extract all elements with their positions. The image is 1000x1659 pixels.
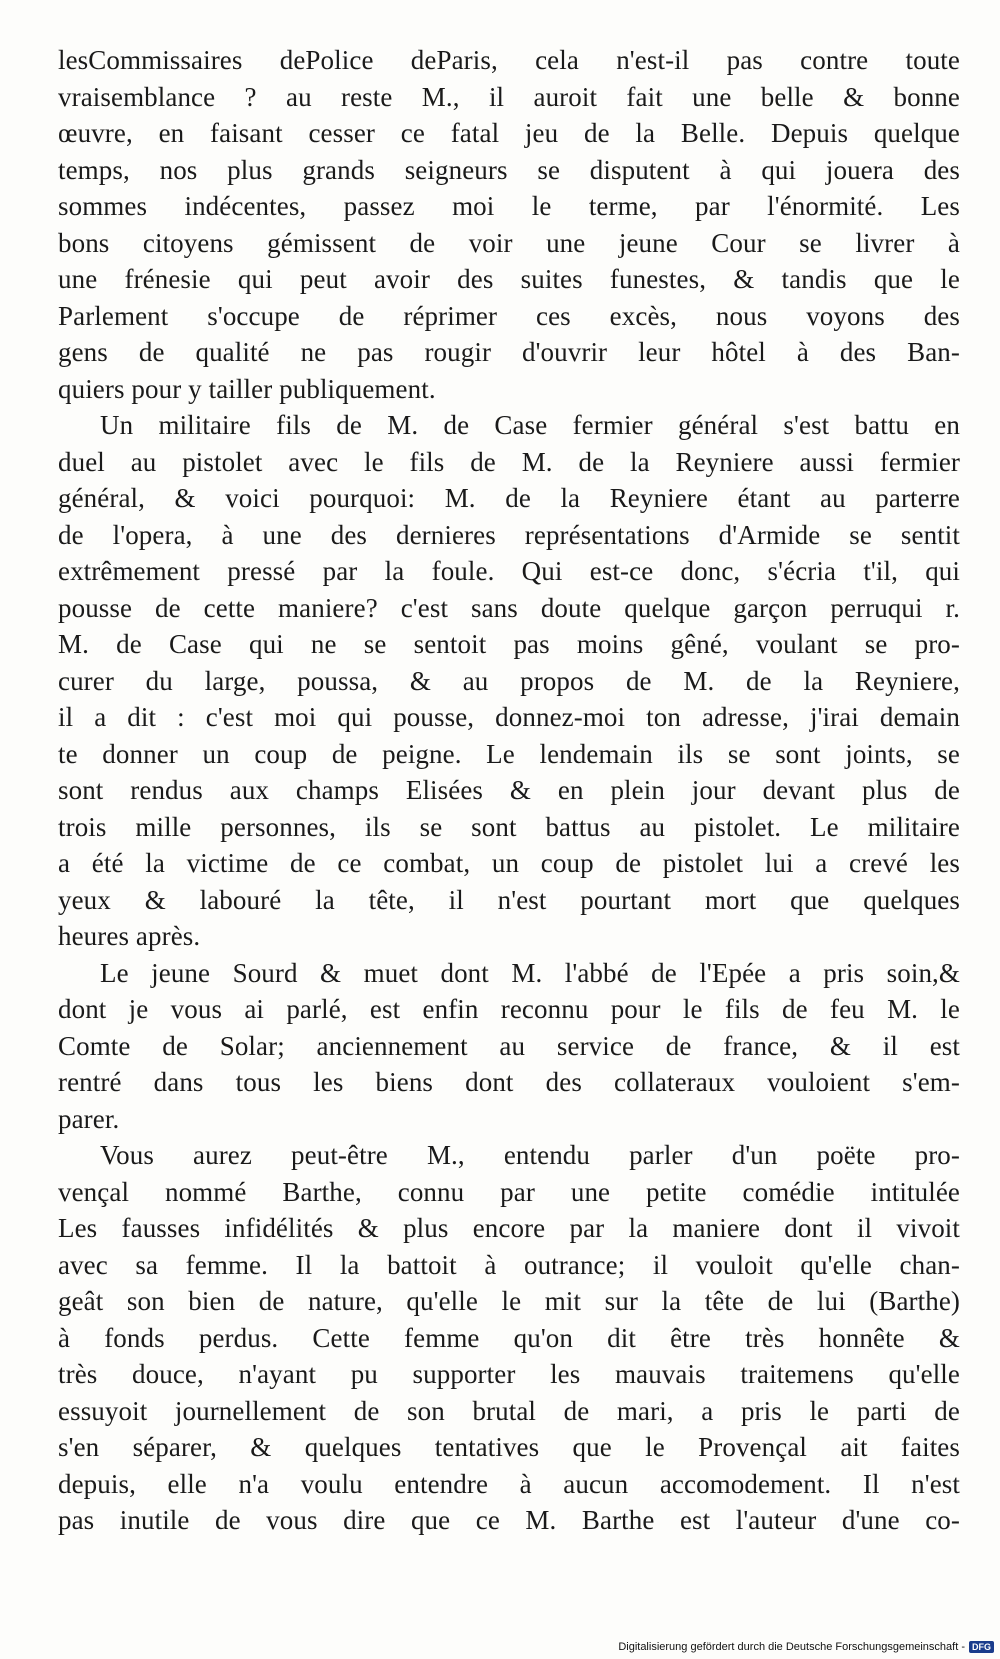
text-line: Comte de Solar; anciennement au service de france, & il est <box>58 1030 960 1061</box>
text-line: rentré dans tous les biens dont des collateraux vouloient s'em- <box>58 1067 960 1097</box>
text-line: pousse de cette maniere? c'est sans doute quelque garçon perruqui r. <box>58 592 960 623</box>
text-line: dont je vous ai parlé, est enfin reconnu pour le fils de feu M. le <box>58 994 960 1024</box>
text-line: pas inutile de vous dire que ce M. Barthe est l'auteur d'une co- <box>58 1505 960 1535</box>
text-line: sommes indécentes, passez moi le terme, par l'énormité. Les <box>58 191 960 221</box>
text-line: a été la victime de ce combat, un coup de pistolet lui a crevé les <box>58 848 960 878</box>
text-line: yeux & labouré la tête, il n'est pourtant mort que quelques <box>58 884 960 915</box>
text-line: avec sa femme. Il la battoit à outrance; il vouloit qu'elle chan- <box>58 1249 960 1280</box>
body-text <box>58 42 960 1539</box>
text-line: parer. <box>58 1103 120 1134</box>
dfg-logo: DFG <box>969 1641 994 1653</box>
text-line: M. de Case qui ne se sentoit pas moins gêné, voulant se pro- <box>58 629 960 659</box>
text-line: Vous aurez peut-être M., entendu parler d'un poëte pro- <box>100 1140 960 1170</box>
text-line: temps, nos plus grands seigneurs se disputent à qui jouera des <box>58 154 960 185</box>
text-line: s'en séparer, & quelques tentatives que le Provençal ait faites <box>58 1432 960 1462</box>
text-line: il a dit : c'est moi qui pousse, donnez-moi ton adresse, j'irai demain <box>58 702 960 732</box>
digitization-credit <box>618 1641 994 1653</box>
text-line: à fonds perdus. Cette femme qu'on dit être très honnête & <box>58 1322 960 1353</box>
text-line: Un militaire fils de M. de Case fermier général s'est battu en <box>100 410 960 440</box>
text-line: te donner un coup de peigne. Le lendemain ils se sont joints, se <box>58 738 960 769</box>
text-line: heures après. <box>58 921 201 951</box>
text-line: Parlement s'occupe de réprimer ces excès, nous voyons des <box>58 300 960 331</box>
text-line: Les fausses infidélités & plus encore par la maniere dont il vivoit <box>58 1213 960 1243</box>
text-line: gens de qualité ne pas rougir d'ouvrir leur hôtel à des Ban- <box>58 337 960 367</box>
text-line: une frénesie qui peut avoir des suites funestes, & tandis que le <box>58 264 960 294</box>
text-line: vençal nommé Barthe, connu par une petite comédie intitulée <box>58 1176 960 1207</box>
text-line: Le jeune Sourd & muet dont M. l'abbé de l'Epée a pris soin,& <box>100 957 960 988</box>
text-line: général, & voici pourquoi: M. de la Reyniere étant au parterre <box>58 483 960 513</box>
text-line: depuis, elle n'a voulu entendre à aucun accomodement. Il n'est <box>58 1468 960 1499</box>
text-line: lesCommissaires dePolice deParis, cela n'est-il pas contre toute <box>58 45 960 75</box>
text-line: de l'opera, à une des dernieres représentations d'Armide se sentit <box>58 519 960 550</box>
text-line: quiers pour y tailler publiquement. <box>58 373 436 404</box>
text-line: geât son bien de nature, qu'elle le mit sur la tête de lui (Barthe) <box>58 1286 960 1316</box>
text-line: trois mille personnes, ils se sont battus au pistolet. Le militaire <box>58 811 960 842</box>
text-line: extrêmement pressé par la foule. Qui est-ce donc, s'écria t'il, qui <box>58 556 960 586</box>
text-line: bons citoyens gémissent de voir une jeune Cour se livrer à <box>58 227 960 258</box>
text-line: sont rendus aux champs Elisées & en plein jour devant plus de <box>58 775 960 805</box>
text-line: essuyoit journellement de son brutal de mari, a pris le parti de <box>58 1395 960 1426</box>
text-line: œuvre, en faisant cesser ce fatal jeu de la Belle. Depuis quelque <box>58 118 960 148</box>
text-line: curer du large, poussa, & au propos de M. de la Reyniere, <box>58 665 960 696</box>
text-line: duel au pistolet avec le fils de M. de la Reyniere aussi fermier <box>58 446 960 477</box>
credit-text: Digitalisierung gefördert durch die Deutsche Forschungsgemeinschaft - <box>618 1641 965 1653</box>
text-line: vraisemblance ? au reste M., il auroit fait une belle & bonne <box>58 81 960 112</box>
text-line: très douce, n'ayant pu supporter les mauvais traitemens qu'elle <box>58 1359 960 1389</box>
